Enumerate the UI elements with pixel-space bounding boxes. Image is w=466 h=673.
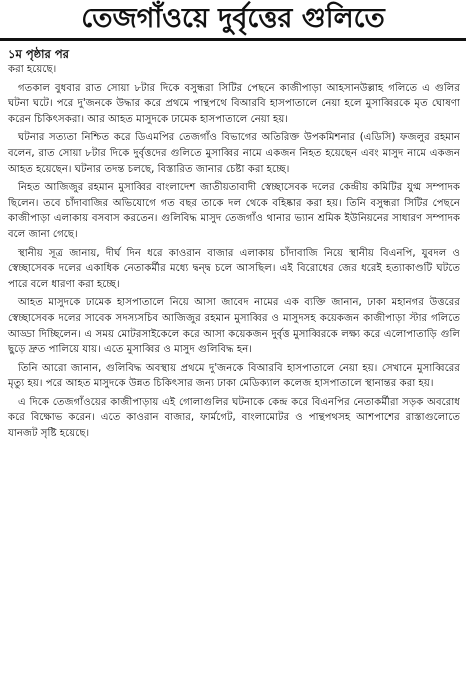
paragraph: স্থানীয় সূত্র জানায়, দীর্ঘ দিন ধরে কাওরান বাজার এলাকায় চাঁদাবাজি নিয়ে স্থানীয় বিএনপি, যুবদল ও স্বেচ্ছাসেবক দলের একাধিক নেতাকর্মীর মধ্যে দ্বন্দ্ব চলে আসছিল। এই বিরোধের জের ধরেই হত্যাকাণ্ডটি ঘটতে পারে বলে ধারণা করা হচ্ছে। <box>8 247 460 290</box>
paragraph: গতকাল বুধবার রাত সোয়া ৮টার দিকে বসুন্ধরা সিটির পেছনে কাজীপাড়া আহসানউল্লাহ গলিতে এ গুলির ঘটনা ঘটে। পরে দু'জনকে উদ্ধার করে প্রথমে পান্থপথে বিআরবি হাসপাতালে নেয়া হলে মুসাব্বিরকে মৃত ঘোষণা করেন চিকিৎসকরা। আর আহত মাসুদকে ঢামেক হাসপাতালে নেয়া হয়। <box>8 82 460 125</box>
paragraph: তিনি আরো জানান, গুলিবিদ্ধ অবস্থায় প্রথমে দু'জনকে বিআরবি হাসপাতালে নেয়া হয়। সেখানে মুসাব্বিরের মৃত্যু হয়। পরে আহত মাসুদকে উন্নত চিকিৎসার জন্য ঢাকা মেডিক্যাল কলেজ হাসপাতালে স্থানান্তর করা হয়। <box>8 362 460 390</box>
continued-from-label: ১ম পৃষ্ঠার পর <box>8 47 69 61</box>
paragraph: ঘটনার সত্যতা নিশ্চিত করে ডিএমপির তেজগাঁও বিভাগের অতিরিক্ত উপকমিশনার (এডিসি) ফজলুর রহমান বলেন, রাত সোয়া ৮টার দিকে দুর্বৃত্তদের গুলিতে মুসাব্বির নামে একজন নিহত হয়েছেন এবং মাসুদ নামে একজন আহত হয়েছেন। ঘটনার তদন্ত চলছে, বিস্তারিত জানার চেষ্টা করা হচ্ছে। <box>8 132 460 175</box>
headline-divider <box>0 38 466 41</box>
paragraph: করা হয়েছে। <box>8 64 57 75</box>
paragraph: এ দিকে তেজগাঁওয়ের কাজীপাড়ায় এই গোলাগুলির ঘটনাকে কেন্দ্র করে বিএনপির নেতাকর্মীরা সড়ক অবরোধ করে বিক্ষোভ করেন। এতে কাওরান বাজার, ফার্মগেট, বাংলামোটর ও পান্থপথসহ আশপাশের রাস্তাগুলোতে যানজট সৃষ্টি হয়েছে। <box>8 396 460 440</box>
paragraph: নিহত আজিজুর রহমান মুসাব্বির বাংলাদেশ জাতীয়তাবাদী স্বেচ্ছাসেবক দলের কেন্দ্রীয় কমিটির যুগ্ম সম্পাদক ছিলেন। তবে চাঁদাবাজির অভিযোগে গত বছর তাকে দল থেকে বহিষ্কার করা হয়। তিনি বসুন্ধরা সিটির পেছনে কাজীপাড়া এলাকায় বসবাস করতেন। গুলিবিদ্ধ মাসুদ তেজগাঁও থানার ভ্যান শ্রমিক ইউনিয়নের সাধারণ সম্পাদক বলে জানা গেছে। <box>8 182 460 240</box>
article-body <box>8 62 460 445</box>
paragraph: আহত মাসুদকে ঢামেক হাসপাতালে নিয়ে আসা জাবেদ নামের এক ব্যক্তি জানান, ঢাকা মহানগর উত্তরের স্বেচ্ছাসেবক দলের সাবেক সদস্যসচিব আজিজুর রহমান মুসাব্বির ও মাসুদসহ কয়েকজন কাজীপাড়া স্টার গলিতে আড্ডা দিচ্ছিলেন। এ সময় মোটরসাইকেলে করে আসা কয়েকজন দুর্বৃত্ত মুসাব্বিরকে লক্ষ্য করে এলোপাতাড়ি গুলি ছুড়ে দ্রুত পালিয়ে যায়। এতে মুসাব্বির ও মাসুদ গুলিবিদ্ধ হন। <box>8 297 460 356</box>
headline: তেজগাঁওয়ে দুর্বৃত্তের গুলিতে <box>81 3 385 34</box>
